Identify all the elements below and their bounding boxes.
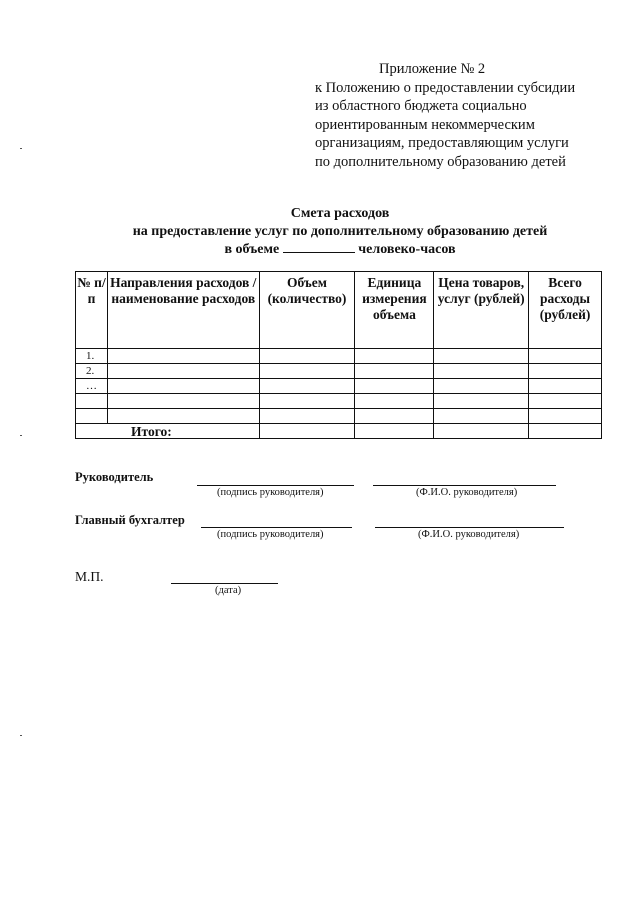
head-label: Руководитель [75,470,154,484]
table-cell [107,349,259,364]
table-cell [259,364,355,379]
expense-table [75,271,602,439]
table-cell [355,424,434,439]
accountant-label: Главный бухгалтер [75,513,185,527]
appendix-line: к Положению о предоставлении субсидии [315,79,576,96]
accountant-sign-hint: (подпись руководителя) [217,529,324,540]
column-header: Единица измерения объема [355,272,434,349]
row-number: 1. [76,349,108,364]
appendix-line: по дополнительному образованию детей [315,153,566,170]
column-header: Цена товаров, услуг (рублей) [434,272,529,349]
table-cell [529,409,602,424]
table-cell [259,349,355,364]
scan-mark [20,148,22,149]
row-number: … [76,379,108,394]
table-cell [107,409,259,424]
appendix-line: из областного бюджета социально [315,98,527,114]
table-cell [529,364,602,379]
table-cell [434,409,529,424]
table-cell [355,349,434,364]
row-number [76,394,108,409]
table-cell [434,379,529,394]
table-row [76,349,602,364]
column-header: Объем (количество) [259,272,355,349]
accountant-name-hint: (Ф.И.О. руководителя) [418,529,520,540]
appendix-line: ориентированным некоммерческим [315,116,535,133]
table-cell [259,409,355,424]
title-line-3 [60,240,620,259]
row-number: 2. [76,364,108,379]
table-row [76,379,602,394]
table-cell [434,424,529,439]
title-line-1: Смета расходов [290,206,390,221]
table-header-row [76,272,602,349]
title-line-2: на предоставление услуг по дополнительному образованию детей [132,223,548,239]
scan-mark [20,735,22,736]
table-cell [259,394,355,409]
head-name-hint: (Ф.И.О. руководителя) [416,487,518,498]
table-cell [107,394,259,409]
table-row [76,364,602,379]
accountant-signature-line [201,526,352,528]
appendix-number: Приложение № 2 [379,61,486,77]
table-cell [529,379,602,394]
table-cell [355,379,434,394]
table-cell [529,424,602,439]
title-line-3-suffix: человеко-часов [358,242,456,257]
table-cell [434,364,529,379]
table-row [76,409,602,424]
table-cell [355,409,434,424]
total-label: Итого: [76,424,260,439]
table-cell [259,379,355,394]
column-header: № п/п [76,272,108,349]
table-cell [355,364,434,379]
volume-blank-line [283,240,355,253]
document-title [60,205,620,259]
table-cell [107,364,259,379]
table-cell [107,379,259,394]
scan-mark [20,435,22,436]
table-cell [529,349,602,364]
table-row [76,394,602,409]
head-sign-hint: (подпись руководителя) [217,487,324,498]
table-cell [355,394,434,409]
date-line [171,582,278,584]
column-header: Направления расходов / наименование расходов [107,272,259,349]
head-signature-line [197,484,354,486]
appendix-line: организациям, предоставляющим услуги [315,135,569,151]
row-number [76,409,108,424]
title-line-3-prefix: в объеме [224,242,280,257]
table-cell [529,394,602,409]
stamp-label: М.П. [75,569,104,584]
head-name-line [373,484,556,486]
table-total-row [76,424,602,439]
table-cell [259,424,355,439]
table-cell [434,394,529,409]
appendix-header [315,60,615,171]
column-header: Всего расходы (рублей) [529,272,602,349]
accountant-name-line [375,526,564,528]
date-hint: (дата) [215,585,242,596]
table-cell [434,349,529,364]
